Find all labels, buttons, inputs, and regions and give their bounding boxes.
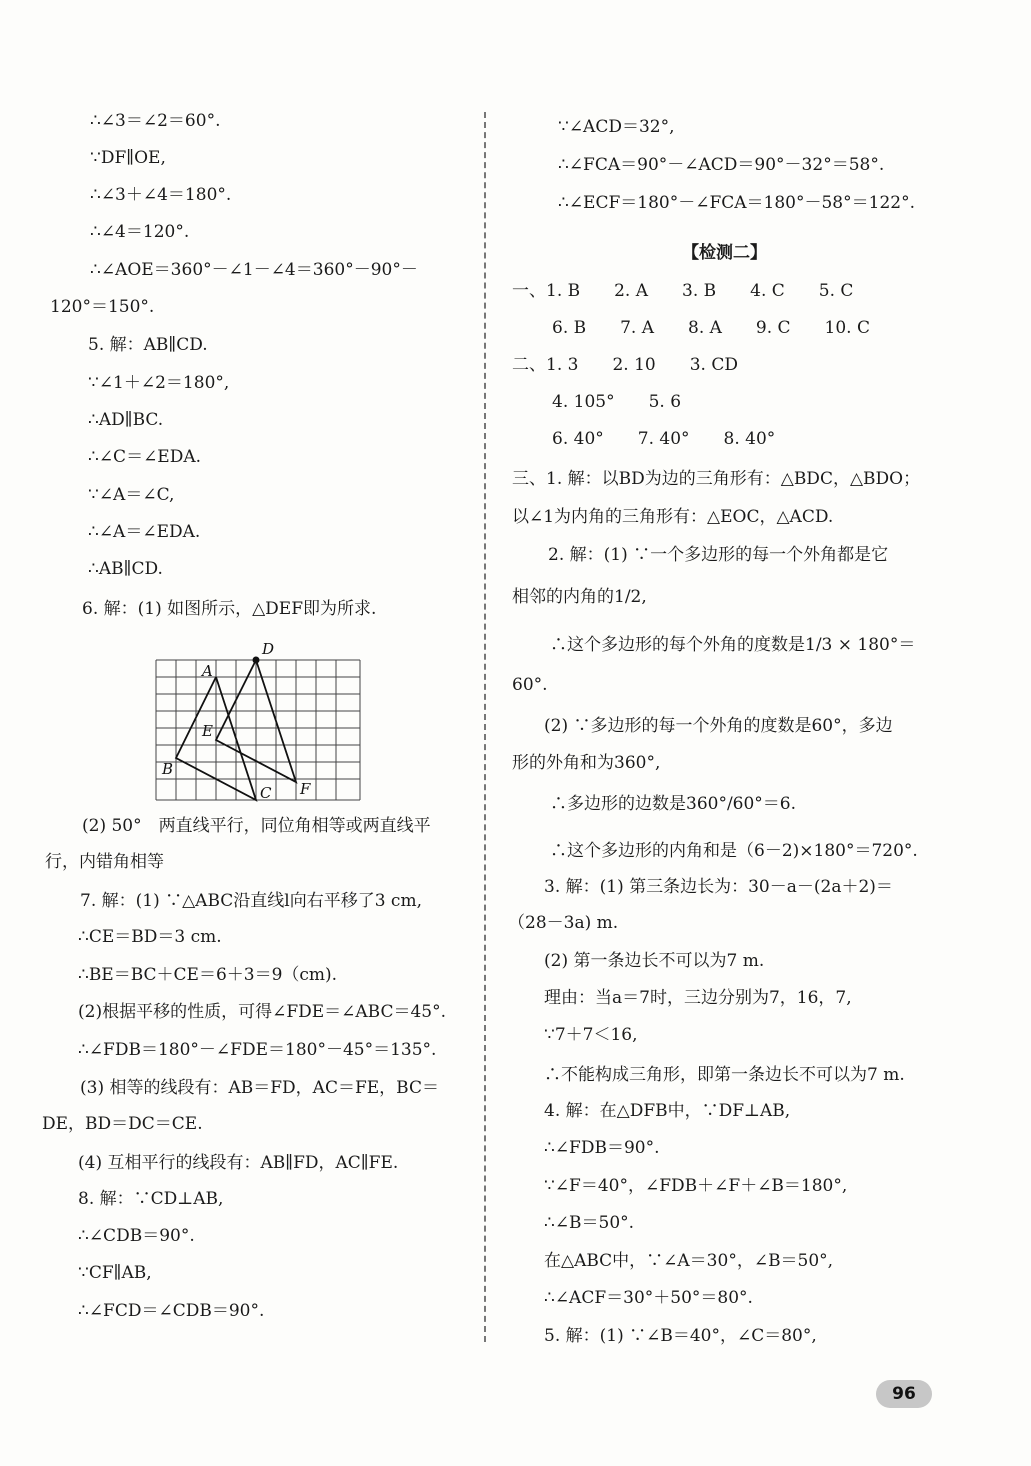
text-line: ∵∠A＝∠C, bbox=[88, 485, 175, 505]
text-line: 3. 解：(1) 第三条边长为：30－a－(2a＋2)＝ bbox=[544, 877, 893, 897]
label-a: A bbox=[202, 662, 213, 680]
section-heading: 【检测二】 bbox=[682, 243, 767, 263]
text-line: ∴BE＝BC＋CE＝6＋3＝9（cm). bbox=[78, 965, 338, 985]
text-line: 8. 解：∵CD⊥AB, bbox=[78, 1189, 224, 1209]
text-line: 行，内错角相等 bbox=[45, 852, 164, 872]
text-line: ∴∠CDB＝90°. bbox=[78, 1226, 195, 1246]
text-line: ∵DF∥OE, bbox=[90, 148, 166, 168]
grid-lines bbox=[156, 660, 360, 800]
text-line: ∵CF∥AB, bbox=[78, 1263, 152, 1283]
text-line: 6. 解：(1) 如图所示，△DEF即为所求. bbox=[82, 599, 377, 619]
text-line: ∵∠1＋∠2＝180°, bbox=[88, 373, 230, 393]
label-e: E bbox=[202, 722, 213, 740]
text-line: ∴∠FCD＝∠CDB＝90°. bbox=[78, 1301, 265, 1321]
text-line: ∴∠FCA＝90°－∠ACD＝90°－32°＝58°. bbox=[558, 155, 885, 175]
text-line: ∴∠FDB＝180°－∠FDE＝180°－45°＝135°. bbox=[78, 1040, 437, 1060]
text-line: 在△ABC中，∵∠A＝30°，∠B＝50°, bbox=[544, 1251, 834, 1271]
grid-triangle-figure bbox=[154, 640, 364, 805]
point-d-dot bbox=[253, 657, 260, 664]
label-f: F bbox=[300, 780, 311, 798]
text-line: ∴AD∥BC. bbox=[88, 410, 164, 430]
text-line: ∴这个多边形的内角和是（6－2)×180°＝720°. bbox=[550, 841, 918, 861]
text-line: ∴∠AOE＝360°－∠1－∠4＝360°－90°－ bbox=[90, 260, 418, 280]
text-line: 120°＝150°. bbox=[50, 297, 155, 317]
text-line: ∵∠ACD＝32°, bbox=[558, 117, 675, 137]
label-d: D bbox=[262, 640, 275, 658]
text-line: 5. 解：(1) ∵∠B＝40°，∠C＝80°, bbox=[544, 1326, 817, 1346]
label-c: C bbox=[260, 784, 272, 802]
text-line: ∴多边形的边数是360°/60°＝6. bbox=[550, 794, 797, 814]
text-line: 5. 解：AB∥CD. bbox=[88, 335, 208, 355]
text-line: (3) 相等的线段有：AB＝FD，AC＝FE，BC＝ bbox=[80, 1078, 439, 1098]
text-line: 4. 解：在△DFB中，∵DF⊥AB, bbox=[544, 1101, 791, 1121]
text-line: ∴这个多边形的每个外角的度数是1/3 × 180°＝ bbox=[550, 635, 916, 655]
text-line: (4) 互相平行的线段有：AB∥FD，AC∥FE. bbox=[78, 1153, 399, 1173]
text-line: ∴∠ECF＝180°－∠FCA＝180°－58°＝122°. bbox=[558, 193, 915, 213]
text-line: 2. 解：(1) ∵一个多边形的每一个外角都是它 bbox=[548, 545, 889, 565]
text-line: ∴∠B＝50°. bbox=[544, 1213, 635, 1233]
text-line: ∴AB∥CD. bbox=[88, 559, 163, 579]
text-line: ∵∠F＝40°，∠FDB＋∠F＋∠B＝180°, bbox=[544, 1176, 848, 1196]
text-line: （28－3a) m. bbox=[508, 913, 619, 933]
text-line: 二、1. 3 2. 10 3. CD bbox=[512, 355, 738, 375]
text-line: ∵7＋7＜16, bbox=[544, 1025, 638, 1045]
text-line: ∴∠C＝∠EDA. bbox=[88, 447, 202, 467]
text-line: (2) 50° 两直线平行，同位角相等或两直线平 bbox=[82, 816, 431, 836]
text-line: (2) ∵多边形的每一个外角的度数是60°，多边 bbox=[544, 716, 893, 736]
text-line: DE，BD＝DC＝CE. bbox=[42, 1114, 203, 1134]
text-line: ∴∠3＝∠2＝60°. bbox=[90, 111, 221, 131]
text-line: 一、1. B 2. A 3. B 4. C 5. C bbox=[512, 281, 854, 301]
text-line: ∴∠3＋∠4＝180°. bbox=[90, 185, 232, 205]
text-line: ∴不能构成三角形，即第一条边长不可以为7 m. bbox=[544, 1065, 905, 1085]
text-line: ∴∠ACF＝30°＋50°＝80°. bbox=[544, 1288, 753, 1308]
page-number-badge: 96 bbox=[876, 1380, 932, 1408]
text-line: 相邻的内角的1/2, bbox=[512, 587, 647, 607]
text-line: 6. 40° 7. 40° 8. 40° bbox=[552, 429, 776, 449]
text-line: ∴∠FDB＝90°. bbox=[544, 1138, 660, 1158]
text-line: ∴∠4＝120°. bbox=[90, 222, 190, 242]
column-divider bbox=[484, 112, 486, 1342]
label-b: B bbox=[162, 760, 174, 778]
text-line: 60°. bbox=[512, 675, 548, 695]
text-line: 三、1. 解：以BD为边的三角形有：△BDC，△BDO； bbox=[512, 469, 921, 489]
text-line: 以∠1为内角的三角形有：△EOC，△ACD. bbox=[512, 507, 834, 527]
text-line: 7. 解：(1) ∵△ABC沿直线l向右平移了3 cm, bbox=[80, 891, 422, 911]
text-line: ∴∠A＝∠EDA. bbox=[88, 522, 201, 542]
text-line: (2)根据平移的性质，可得∠FDE＝∠ABC＝45°. bbox=[78, 1002, 447, 1022]
text-line: (2) 第一条边长不可以为7 m. bbox=[544, 951, 765, 971]
text-line: ∴CE＝BD＝3 cm. bbox=[78, 927, 222, 947]
text-line: 理由：当a＝7时，三边分别为7，16，7, bbox=[544, 988, 852, 1008]
text-line: 4. 105° 5. 6 bbox=[552, 392, 682, 412]
text-line: 形的外角和为360°, bbox=[512, 753, 661, 773]
text-line: 6. B 7. A 8. A 9. C 10. C bbox=[552, 318, 870, 338]
